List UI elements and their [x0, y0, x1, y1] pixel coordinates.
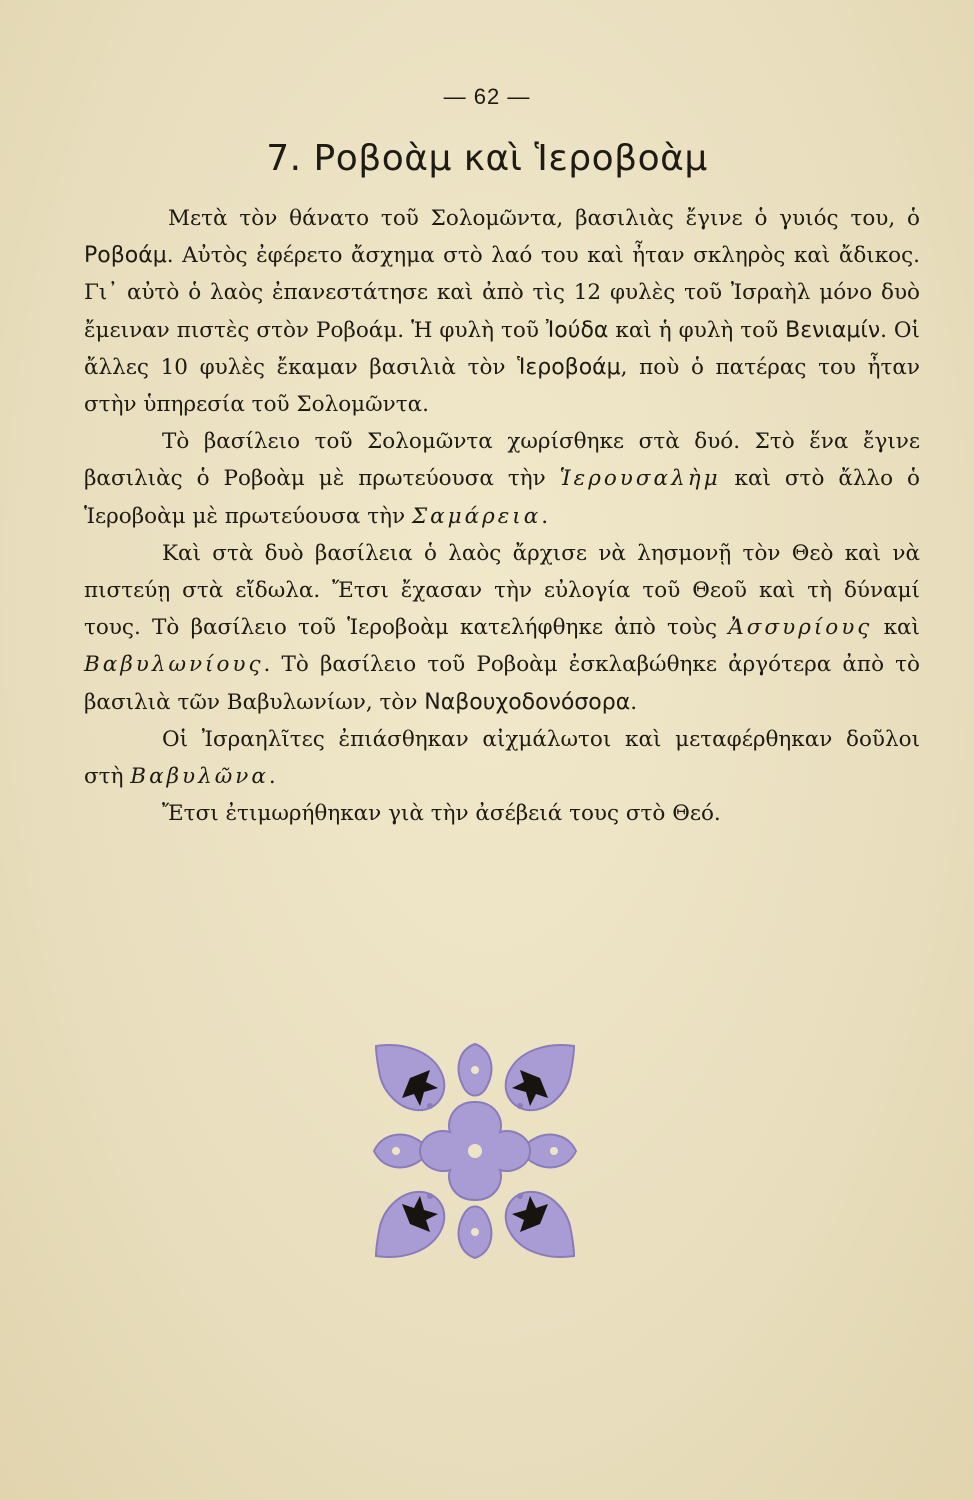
center-flower-eye	[468, 1144, 482, 1158]
paragraph-3: Καὶ στὰ δυὸ βασίλεια ὁ λαὸς ἄρχισε νὰ λησμονῇ τὸν Θεὸ καὶ νὰ πιστεύῃ στὰ εἴδωλα. Ἔτσι ἔχασαν τὴν εὐλογία τοῦ Θεοῦ καὶ τὴ δύναμί τους. Τὸ βασίλειο τοῦ Ἱεροβοὰμ κατελήφθηκε ἀπὸ τοὺς Ἀσσυρίους καὶ Βαβυλωνίους. Τὸ βασίλειο τοῦ Ροβοὰμ ἐσκλαβώθηκε ἀργότερα ἀπὸ τὸ βασιλιὰ τῶν Βαβυλωνίων, τὸν Ναβουχοδονόσορα.	[84, 540, 920, 715]
name-iouda: Ἰούδα	[545, 317, 609, 343]
place-ierousalim: Ἱερουσαλὴμ	[559, 466, 721, 492]
name-ierovoam: Ἱεροβοάμ	[517, 354, 621, 380]
chapter-title: 7. Ροβοὰμ καὶ Ἱεροβοὰμ	[266, 138, 708, 179]
paragraph-2: Τὸ βασίλειο τοῦ Σολομῶντα χωρίσθηκε στὰ δυό. Στὸ ἕνα ἔγινε βασιλιὰς ὁ Ροβοὰμ μὲ πρωτεύουσα τὴν Ἱερουσαλὴμ καὶ στὸ ἄλλο ὁ Ἱεροβοὰμ μὲ πρωτεύουσα τὴν Σαμάρεια.	[84, 429, 920, 529]
corner-leaf-bottom-left	[376, 1192, 444, 1257]
bottom-petal-eye	[471, 1228, 479, 1236]
paragraph-5: Ἔτσι ἐτιμωρήθηκαν γιὰ τὴν ἀσέβειά τους στὸ Θεό.	[162, 801, 721, 827]
paragraph-1: Μετὰ τὸν θάνατο τοῦ Σολομῶντα, βασιλιὰς ἔγινε ὁ γυιός του, ὁ Ροβοάμ. Αὐτὸς ἐφέρετο ἄσχημα στὸ λαό του καὶ ἦταν σκληρὸς καὶ ἄδικος. Γι᾽ αὐτὸ ὁ λαὸς ἐπανεστάτησε καὶ ἀπὸ τὶς 12 φυλὲς τοῦ Ἰσραὴλ μόνο δυὸ ἔμειναν πιστὲς στὸν Ροβοάμ. Ἡ φυλὴ τοῦ Ἰούδα καὶ ἡ φυλὴ τοῦ Βενιαμίν. Οἱ ἄλλες 10 φυλὲς ἔκαμαν βασιλιὰ τὸν Ἱεροβοάμ, ποὺ ὁ πατέρας του ἦταν στὴν ὑπηρεσία τοῦ Σολομῶντα.	[84, 206, 920, 418]
paragraph-4: Οἱ Ἰσραηλῖτες ἐπιάσθηκαν αἰχμάλωτοι καὶ μεταφέρθηκαν δοῦλοι στὴ Βαβυλῶνα.	[84, 726, 920, 790]
name-nebuchadnezzar: Ναβουχοδονόσορα	[424, 689, 631, 715]
people-babylonians: Βαβυλωνίους	[84, 652, 264, 678]
corner-leaf-top-left	[376, 1045, 444, 1110]
name-rovoam: Ροβοάμ	[84, 243, 167, 269]
name-veniamin: Βενιαμίν	[785, 317, 881, 343]
floral-tile-ornament-icon	[372, 1040, 578, 1262]
chapter-body	[84, 200, 920, 832]
page-number: — 62 —	[443, 84, 531, 109]
place-babylon: Βαβυλῶνα	[130, 764, 269, 790]
people-assyrians: Ἀσσυρίους	[728, 615, 873, 641]
place-samareia: Σαμάρεια	[411, 503, 542, 529]
corner-leaf-bottom-right	[506, 1192, 574, 1257]
top-petal-eye	[471, 1066, 479, 1074]
left-petal-eye	[392, 1147, 400, 1155]
corner-leaf-top-right	[506, 1045, 574, 1110]
right-petal-eye	[550, 1147, 558, 1155]
